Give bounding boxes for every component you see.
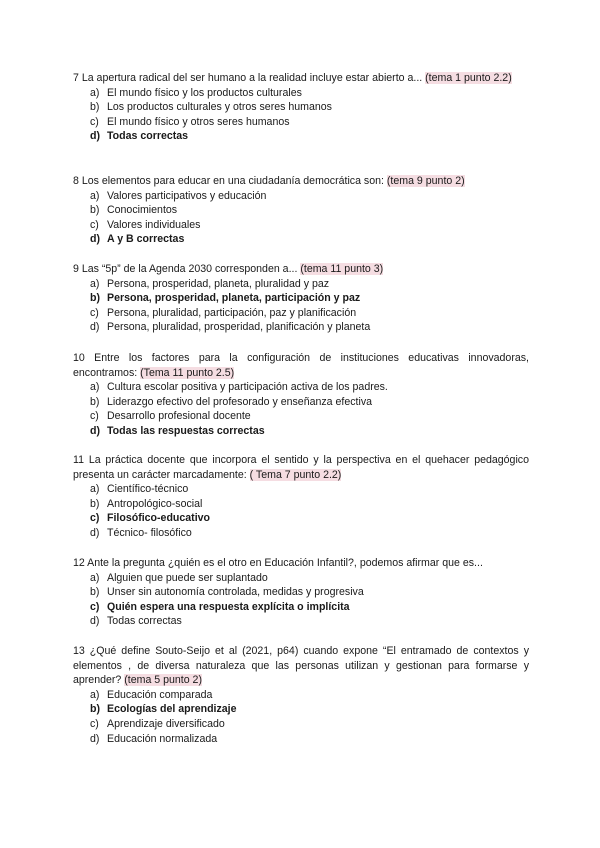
question-text: 10 Entre los factores para la configuración de instituciones educativas innovadoras, encontramos: (Tema 11 punto 2.5) [73, 352, 529, 379]
question-9 [73, 262, 529, 335]
topic-reference: (tema 1 punto 2.2) [425, 72, 512, 84]
topic-reference: (tema 5 punto 2) [124, 674, 202, 687]
question-text: 13 ¿Qué define Souto-Seijo et al (2021, p64) cuando expone “El entramado de contextos y elementos , de diversa naturaleza que las personas utilizan y gestionan para formarse y aprender? (tema 5 punto 2) [73, 645, 529, 687]
options-list [73, 277, 529, 335]
option-d: d) Técnico- filosófico [90, 526, 192, 539]
option-a: a) Educación comparada [90, 688, 213, 701]
options-list [73, 189, 529, 247]
question-13 [73, 644, 529, 746]
option-c: c) Valores individuales [90, 218, 201, 231]
option-b: b) Los productos culturales y otros seres humanos [90, 101, 332, 114]
question-text: 7 La apertura radical del ser humano a la realidad incluye estar abierto a... (tema 1 punto 2.2) [73, 72, 512, 84]
options-list [73, 380, 529, 438]
option-b: b) Unser sin autonomía controlada, medidas y progresiva [90, 586, 364, 599]
options-list [73, 86, 529, 144]
option-d-correct: d) Todas correctas [90, 130, 189, 143]
question-text: 9 Las “5p” de la Agenda 2030 corresponden a... (tema 11 punto 3) [73, 263, 384, 275]
option-a: a) Cultura escolar positiva y participación activa de los padres. [90, 381, 388, 394]
option-b-correct: b) Ecologías del aprendizaje [90, 703, 237, 716]
option-a: a) Alguien que puede ser suplantado [90, 571, 268, 584]
option-a: a) Científico-técnico [90, 483, 189, 496]
option-d: d) Persona, pluralidad, prosperidad, planificación y planeta [90, 321, 371, 334]
option-a: a) Valores participativos y educación [90, 189, 267, 202]
option-b: b) Liderazgo efectivo del profesorado y enseñanza efectiva [90, 395, 373, 408]
topic-reference: (Tema 11 punto 2.5) [140, 366, 235, 379]
option-b: b) Conocimientos [90, 204, 178, 217]
question-12 [73, 556, 529, 629]
option-c: c) Desarrollo profesional docente [90, 410, 251, 423]
options-list [73, 571, 529, 629]
question-7 [73, 71, 529, 144]
option-c-correct: c) Filosófico-educativo [90, 512, 211, 525]
question-10 [73, 351, 529, 439]
option-c: c) Persona, pluralidad, participación, paz y planificación [90, 306, 357, 319]
topic-reference: ( Tema 7 punto 2.2) [249, 468, 342, 481]
options-list [73, 482, 529, 540]
options-list [73, 688, 529, 746]
option-d: d) Educación normalizada [90, 732, 218, 745]
option-a: a) El mundo físico y los productos culturales [90, 86, 302, 99]
option-b-correct: b) Persona, prosperidad, planeta, participación y paz [90, 292, 361, 305]
option-c: c) El mundo físico y otros seres humanos [90, 115, 290, 128]
topic-reference: (tema 9 punto 2) [386, 175, 465, 187]
question-8 [73, 174, 529, 247]
option-a: a) Persona, prosperidad, planeta, pluralidad y paz [90, 277, 330, 290]
option-c: c) Aprendizaje diversificado [90, 717, 225, 730]
option-d-correct: d) Todas las respuestas correctas [90, 424, 265, 437]
topic-reference: (tema 11 punto 3) [300, 263, 384, 275]
option-d-correct: d) A y B correctas [90, 233, 185, 246]
question-text: 12 Ante la pregunta ¿quién es el otro en Educación Infantil?, podemos afirmar que es... [73, 557, 483, 569]
question-text: 8 Los elementos para educar en una ciudadanía democrática son: (tema 9 punto 2) [73, 175, 465, 187]
question-11 [73, 453, 529, 541]
question-text: 11 La práctica docente que incorpora el sentido y la perspectiva en el quehacer pedagógico presenta un carácter marcadamente: ( Tema 7 punto 2.2) [73, 454, 529, 481]
option-c-correct: c) Quién espera una respuesta explícita o implícita [90, 600, 350, 613]
option-b: b) Antropológico-social [90, 497, 203, 510]
option-d: d) Todas correctas [90, 615, 182, 628]
